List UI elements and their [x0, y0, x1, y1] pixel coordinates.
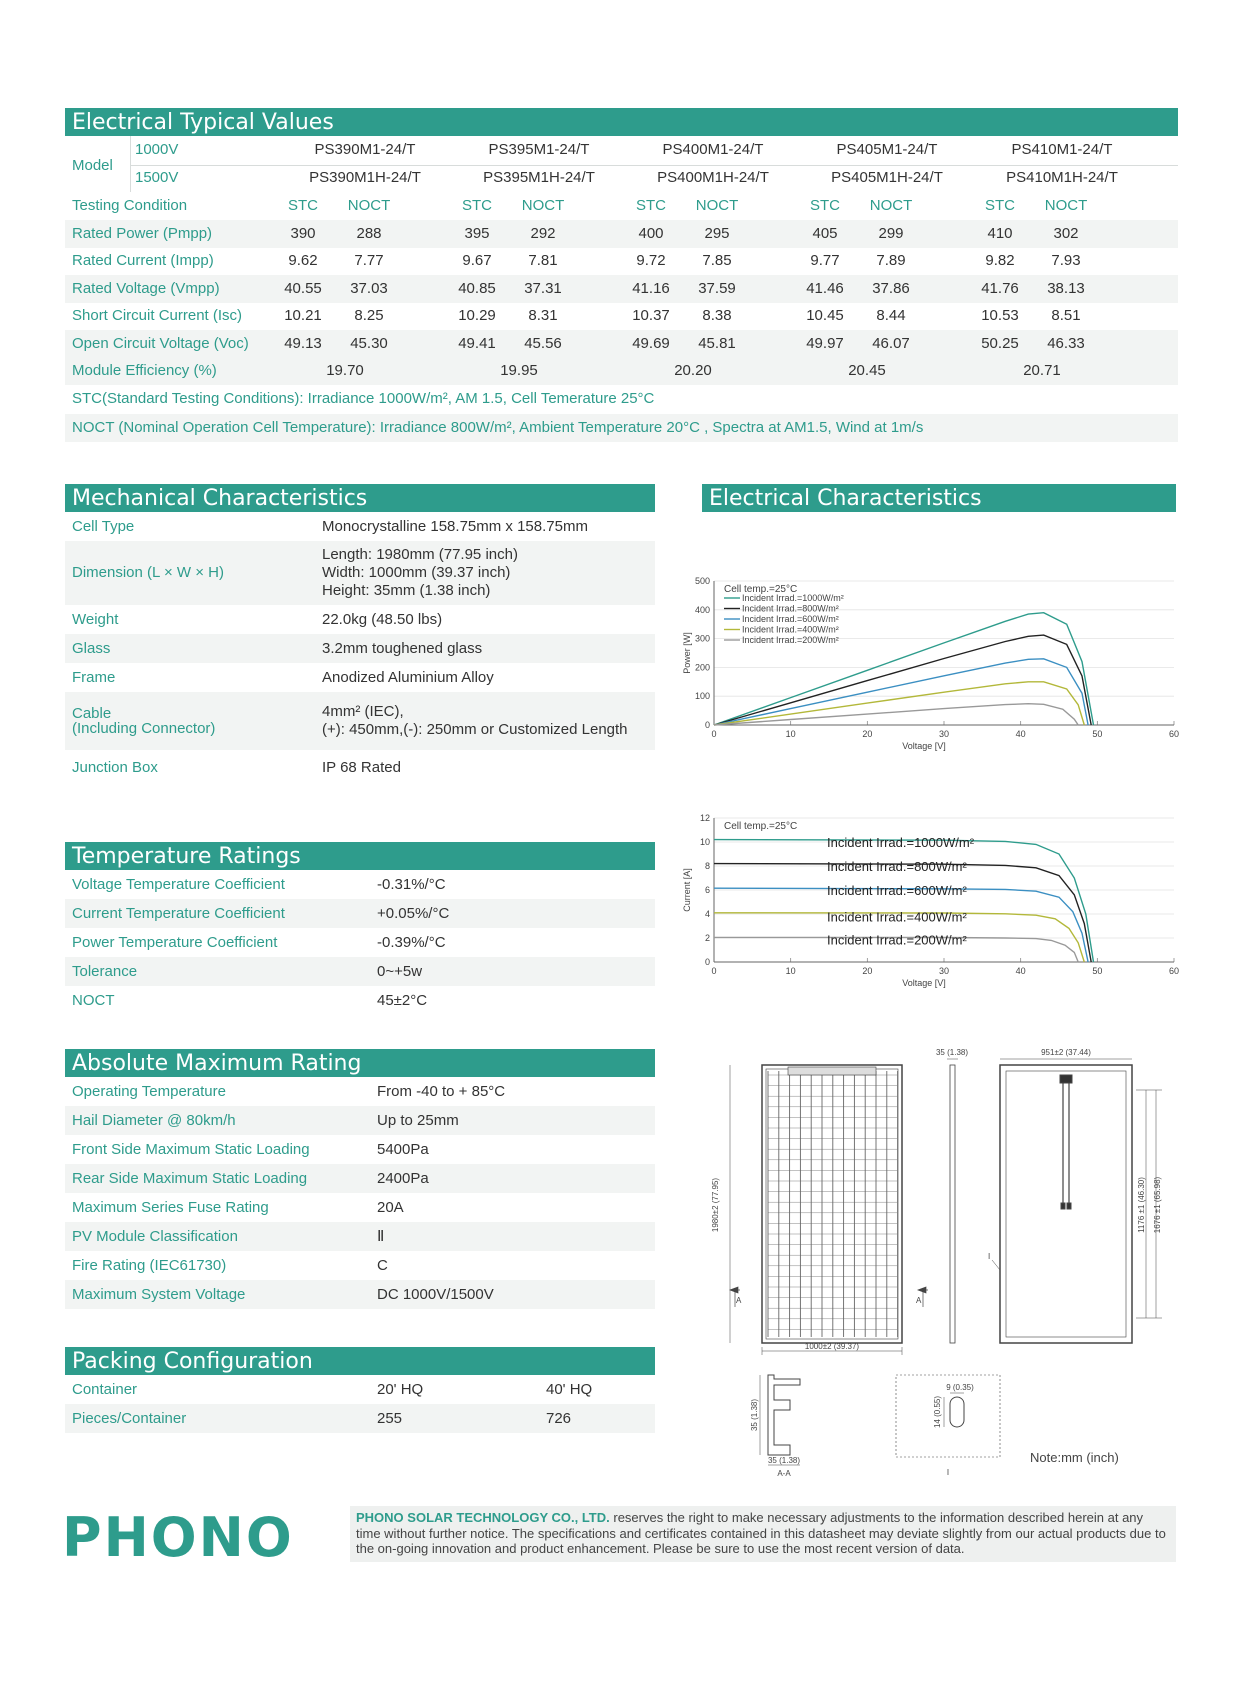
y-tick-label: 6: [704, 885, 710, 895]
absolute-row: [65, 1280, 655, 1309]
temperature-row-value: -0.31%/°C: [377, 875, 446, 893]
x-tick-label: 30: [938, 966, 950, 976]
etv-row-label: Rated Current (Impp): [72, 252, 214, 269]
etv-cell: 45.56: [524, 334, 562, 352]
cell-temp-annotation: Cell temp.=25°C: [724, 584, 798, 595]
etv-cell: 9.62: [288, 252, 318, 269]
packing-title: Packing Configuration: [65, 1347, 655, 1375]
absolute-row-value: Up to 25mm: [377, 1111, 459, 1129]
etv-cell: 410: [987, 224, 1013, 242]
series-line: [714, 659, 1088, 725]
etv-cell: 10.21: [284, 307, 322, 324]
etv-cell: 400: [638, 224, 664, 242]
mechanical-row-label: [72, 706, 215, 736]
absolute-row: [65, 1222, 655, 1251]
company-name: PHONO SOLAR TECHNOLOGY CO., LTD.: [356, 1510, 610, 1525]
legend-entry: Incident Irrad.=200W/m²: [827, 932, 967, 948]
etv-cell: 299: [878, 224, 904, 242]
absolute-row-value: 2400Pa: [377, 1169, 429, 1187]
y-tick-label: 0: [704, 720, 710, 730]
etv-cell: NOCT: [347, 197, 391, 214]
temperature-row-label: Power Temperature Coefficient: [72, 933, 278, 951]
etv-cell: 10.53: [981, 307, 1019, 324]
series-line: [714, 704, 1078, 725]
packing-row-value: 20' HQ: [377, 1380, 424, 1398]
detail-label-back: I: [988, 1252, 991, 1261]
etv-cell: 390: [290, 224, 316, 242]
mechanical-row-label: Frame: [72, 668, 116, 686]
y-axis-label: Power [W]: [682, 632, 692, 674]
etv-cell: STC: [288, 197, 318, 214]
etv-cell: 49.13: [284, 334, 322, 352]
mechanical-row: [65, 750, 655, 785]
etv-cell: 49.97: [806, 334, 844, 352]
mechanical-row: [65, 634, 655, 663]
etv-cell: NOCT: [695, 197, 739, 214]
mechanical-row-label: Dimension (L × W × H): [72, 564, 224, 581]
y-tick-label: 4: [704, 909, 710, 919]
series-line: [714, 888, 1088, 962]
y-tick-label: 300: [694, 633, 710, 644]
mechanical-table: [65, 512, 655, 776]
noct-note: NOCT (Nominal Operation Cell Temperature): Irradiance 800W/m², Ambient Temperature 20°C , Spectra at AM1.5, Wind at 1m/s: [72, 418, 924, 436]
packing-row-value: 726: [546, 1409, 572, 1427]
y-tick-label: 10: [699, 837, 710, 847]
efficiency-value: 19.95: [500, 362, 538, 379]
x-tick-label: 10: [785, 729, 796, 739]
etv-cell: 295: [704, 224, 730, 242]
etv-cell: 7.77: [354, 252, 384, 269]
etv-row-label: Rated Voltage (Vmpp): [72, 279, 220, 297]
mechanical-row-value: IP 68 Rated: [322, 758, 401, 776]
a-label-right: A: [916, 1296, 922, 1305]
mechanical-row: [65, 512, 655, 541]
etv-cell: 8.44: [876, 307, 906, 324]
etv-cell: 9.77: [810, 252, 840, 269]
dim-mount2-label: 1676 ±1 (65.98): [1153, 1176, 1162, 1234]
absolute-table: [65, 1077, 655, 1309]
cell-temp-annotation: Cell temp.=25°C: [724, 821, 798, 832]
model-1500: PS390M1H-24/T: [309, 169, 421, 186]
mechanical-row-value: [322, 703, 628, 739]
absolute-row-value: DC 1000V/1500V: [377, 1285, 494, 1303]
model-1000: PS405M1-24/T: [836, 141, 938, 158]
mechanical-row: [65, 605, 655, 634]
packing-row-value: 40' HQ: [546, 1380, 593, 1398]
front-view: [730, 1065, 928, 1355]
mechanical-row-label: Glass: [72, 639, 111, 657]
hole-w-label: 9 (0.35): [946, 1383, 974, 1392]
section-view: [760, 1375, 800, 1465]
mechanical-row-label: Junction Box: [72, 758, 158, 776]
absolute-row-label: Hail Diameter @ 80km/h: [72, 1111, 236, 1129]
etv-cell: 7.81: [528, 252, 558, 269]
mechanical-row-value: 3.2mm toughened glass: [322, 639, 483, 657]
dim-mount-label: 1176 ±1 (46.30): [1137, 1177, 1146, 1233]
current-voltage-chart: [680, 812, 1190, 997]
etv-cell: 10.37: [632, 307, 670, 324]
etv-cell: 41.16: [632, 279, 670, 297]
legend-entry: Incident Irrad.=600W/m²: [827, 883, 967, 899]
temperature-title: Temperature Ratings: [65, 842, 655, 870]
model-1500: PS410M1H-24/T: [1006, 169, 1118, 186]
etv-row: [65, 275, 1178, 303]
etv-cell: 9.67: [462, 252, 492, 269]
v1000-label: 1000V: [135, 141, 179, 158]
etv-cell: 9.82: [985, 252, 1015, 269]
x-tick-label: 20: [862, 966, 873, 976]
logo-text: PHONO: [62, 1506, 294, 1566]
etv-cell: STC: [462, 197, 492, 214]
etv-cell: 8.51: [1051, 307, 1081, 324]
etv-cell: 40.85: [458, 279, 496, 297]
etv-cell: 46.07: [872, 334, 910, 352]
etv-cell: NOCT: [869, 197, 913, 214]
temperature-row: [65, 870, 655, 899]
model-1000: PS395M1-24/T: [488, 141, 590, 158]
etv-cell: 45.30: [350, 334, 388, 352]
dim-width-label: 1000±2 (39.37): [804, 1342, 860, 1351]
etv-row-label: Testing Condition: [72, 197, 188, 214]
absolute-title: Absolute Maximum Rating: [65, 1049, 655, 1077]
temperature-row-value: -0.39%/°C: [377, 933, 446, 951]
absolute-row: [65, 1106, 655, 1135]
absolute-row: [65, 1251, 655, 1280]
x-tick-label: 50: [1092, 729, 1103, 739]
temperature-row-value: 0~+5w: [377, 962, 423, 980]
etv-row-label: Open Circuit Voltage (Voc): [72, 334, 249, 352]
hole-h-label: 14 (0.55): [933, 1395, 942, 1429]
value-line: 4mm² (IEC),: [322, 703, 404, 720]
etv-cell: 292: [530, 224, 556, 242]
efficiency-value: 20.71: [1023, 362, 1061, 379]
absolute-row-value: C: [377, 1256, 388, 1274]
absolute-row: [65, 1135, 655, 1164]
x-tick-label: 50: [1092, 966, 1103, 976]
temperature-row-label: Tolerance: [72, 962, 138, 980]
etv-cell: 288: [356, 224, 382, 242]
absolute-row-label: Fire Rating (IEC61730): [72, 1256, 227, 1274]
a-label-left: A: [736, 1296, 742, 1305]
electrical-chars-title: Electrical Characteristics: [702, 484, 1176, 512]
disclaimer-text: reserves the right to make necessary adjustments to the information described herein at any time without further notice. The specifications and certificates contained in this datasheet may deviate slightly from our actual products due to the on-going innovation and product enhancement. Please be sure to use the most recent version of data.: [356, 1510, 1166, 1556]
etv-cell: 9.72: [636, 252, 666, 269]
etv-cell: NOCT: [521, 197, 565, 214]
etv-cell: STC: [636, 197, 666, 214]
noct-note-row: [65, 414, 1178, 442]
mechanical-row-label: Weight: [72, 610, 119, 628]
x-tick-label: 40: [1015, 966, 1026, 976]
absolute-row: [65, 1193, 655, 1222]
mechanical-row: [65, 663, 655, 692]
x-tick-label: 0: [711, 966, 717, 976]
model-1500: PS395M1H-24/T: [483, 169, 595, 186]
mechanical-row: [65, 541, 655, 605]
etv-cell: 8.38: [702, 307, 732, 324]
absolute-row-value: From -40 to + 85°C: [377, 1082, 506, 1100]
etv-cell: 395: [464, 224, 490, 242]
label-line: Cable: [72, 705, 112, 722]
y-tick-label: 0: [704, 957, 710, 967]
power-voltage-chart: [680, 575, 1190, 760]
absolute-row-value: Ⅱ: [377, 1227, 385, 1245]
absolute-row-value: 5400Pa: [377, 1140, 429, 1158]
electrical-typical-table: [65, 136, 1178, 456]
stc-note-row: [65, 385, 1178, 413]
y-tick-label: 100: [694, 691, 710, 702]
etv-row: [65, 302, 1178, 330]
temperature-row-value: 45±2°C: [377, 991, 428, 1009]
absolute-row: [65, 1164, 655, 1193]
footer-disclaimer: [350, 1506, 1176, 1562]
legend-entry: Incident Irrad.=200W/m²: [742, 635, 839, 645]
mechanical-row-value: [322, 546, 518, 600]
module-drawing: [700, 1045, 1190, 1485]
etv-cell: 45.81: [698, 334, 736, 352]
legend-entry: Incident Irrad.=1000W/m²: [827, 835, 975, 851]
etv-cell: 7.85: [702, 252, 732, 269]
model-1500: PS405M1H-24/T: [831, 169, 943, 186]
label-line: (Including Connector): [72, 720, 216, 737]
dim-top-label: 951±2 (37.44): [1041, 1048, 1091, 1057]
etv-cell: NOCT: [1044, 197, 1088, 214]
section-w-label: 35 (1.38): [767, 1456, 801, 1465]
x-axis-label: Voltage [V]: [902, 978, 946, 988]
etv-cell: 49.69: [632, 334, 670, 352]
absolute-row-label: Rear Side Maximum Static Loading: [72, 1169, 308, 1187]
model-1000: PS390M1-24/T: [314, 141, 416, 158]
absolute-row-label: PV Module Classification: [72, 1227, 238, 1245]
x-axis-label: Voltage [V]: [902, 741, 946, 751]
temperature-row: [65, 957, 655, 986]
efficiency-value: 20.45: [848, 362, 886, 379]
packing-row-label: Container: [72, 1380, 138, 1398]
value-line: Length: 1980mm (77.95 inch): [322, 546, 518, 563]
etv-cell: 41.46: [806, 279, 844, 297]
electrical-typical-title: Electrical Typical Values: [65, 108, 1178, 136]
x-tick-label: 20: [862, 729, 873, 739]
absolute-row-label: Maximum System Voltage: [72, 1285, 246, 1303]
efficiency-label: Module Efficiency (%): [72, 362, 217, 379]
section-aa-label: A-A: [777, 1469, 791, 1478]
y-axis-label: Current [A]: [682, 868, 692, 912]
phono-logo: [62, 1506, 332, 1566]
etv-cell: 10.29: [458, 307, 496, 324]
etv-cell: 8.25: [354, 307, 384, 324]
absolute-row: [65, 1077, 655, 1106]
y-tick-label: 8: [704, 861, 710, 871]
packing-row-label: Pieces/Container: [72, 1409, 187, 1427]
mechanical-row: [65, 692, 655, 750]
y-tick-label: 200: [694, 662, 710, 673]
etv-cell: 37.86: [872, 279, 910, 297]
temperature-row-label: NOCT: [72, 991, 115, 1009]
packing-row-value: 255: [377, 1409, 403, 1427]
y-tick-label: 500: [694, 576, 710, 586]
x-tick-label: 60: [1168, 966, 1180, 976]
mechanical-title: Mechanical Characteristics: [65, 484, 655, 512]
legend-entry: Incident Irrad.=400W/m²: [742, 624, 839, 635]
packing-table: [65, 1375, 655, 1433]
etv-row: [65, 192, 1178, 220]
stc-note: STC(Standard Testing Conditions): Irradiance 1000W/m², AM 1.5, Cell Temerature 25°C: [72, 389, 655, 407]
etv-cell: STC: [810, 197, 840, 214]
x-tick-label: 60: [1168, 729, 1180, 739]
x-tick-label: 10: [785, 966, 796, 976]
etv-row-label: Rated Power (Pmpp): [72, 224, 213, 242]
efficiency-value: 20.20: [674, 362, 712, 379]
temperature-row-label: Current Temperature Coefficient: [72, 904, 285, 922]
temperature-row: [65, 899, 655, 928]
etv-row: [65, 330, 1178, 358]
etv-cell: 46.33: [1047, 334, 1085, 352]
value-line: Height: 35mm (1.38 inch): [322, 582, 491, 599]
temperature-row: [65, 928, 655, 957]
model-1000: PS410M1-24/T: [1011, 141, 1113, 158]
v1500-label: 1500V: [135, 169, 179, 186]
legend-entry: Incident Irrad.=600W/m²: [742, 614, 839, 624]
etv-cell: 302: [1053, 224, 1079, 242]
section-h-label: 35 (1.38): [750, 1398, 759, 1432]
temperature-row-value: +0.05%/°C: [377, 904, 450, 922]
mechanical-row-value: 22.0kg (48.50 lbs): [322, 610, 443, 628]
absolute-row-label: Maximum Series Fuse Rating: [72, 1198, 269, 1216]
absolute-row-label: Front Side Maximum Static Loading: [72, 1140, 310, 1158]
dim-frame-label: 35 (1.38): [935, 1048, 969, 1057]
dim-height-label: 1980±2 (77.95): [711, 1177, 720, 1233]
etv-cell: 7.89: [876, 252, 906, 269]
etv-cell: STC: [985, 197, 1015, 214]
y-tick-label: 12: [699, 813, 710, 823]
side-view: [947, 1059, 958, 1343]
etv-cell: 37.31: [524, 279, 562, 297]
model-label: Model: [72, 157, 113, 174]
legend-entry: Incident Irrad.=800W/m²: [827, 859, 967, 875]
etv-cell: 41.76: [981, 279, 1019, 297]
packing-row: [65, 1375, 655, 1404]
etv-cell: 37.59: [698, 279, 736, 297]
etv-cell: 7.93: [1051, 252, 1081, 269]
etv-row-label: Short Circuit Current (Isc): [72, 307, 243, 324]
value-line: Width: 1000mm (39.37 inch): [322, 564, 511, 581]
efficiency-value: 19.70: [326, 362, 364, 379]
value-line: (+): 450mm,(-): 250mm or Customized Length: [322, 721, 628, 738]
model-1000: PS400M1-24/T: [662, 141, 764, 158]
temperature-row-label: Voltage Temperature Coefficient: [72, 875, 285, 893]
x-tick-label: 30: [938, 729, 950, 739]
legend-entry: Incident Irrad.=1000W/m²: [742, 593, 844, 603]
efficiency-row: [65, 357, 1178, 385]
drawing-note: Note:mm (inch): [1030, 1450, 1119, 1465]
packing-row: [65, 1404, 655, 1433]
etv-cell: 40.55: [284, 279, 322, 297]
x-tick-label: 0: [711, 729, 717, 739]
etv-cell: 49.41: [458, 334, 496, 352]
detail-label: I: [946, 1468, 950, 1477]
mechanical-row-value: Monocrystalline 158.75mm x 158.75mm: [322, 517, 588, 535]
temperature-row: [65, 986, 655, 1015]
temperature-table: [65, 870, 655, 1015]
etv-cell: 50.25: [981, 334, 1019, 352]
absolute-row-value: 20A: [377, 1198, 404, 1216]
etv-row: [65, 220, 1178, 248]
y-tick-label: 2: [704, 933, 710, 943]
etv-cell: 10.45: [806, 307, 844, 324]
y-tick-label: 400: [694, 604, 710, 615]
mechanical-row-label: Cell Type: [72, 517, 135, 535]
etv-cell: 37.03: [350, 279, 388, 297]
etv-cell: 38.13: [1047, 279, 1085, 297]
mechanical-row-value: Anodized Aluminium Alloy: [322, 668, 494, 686]
legend-entry: Incident Irrad.=400W/m²: [827, 909, 967, 925]
model-1500: PS400M1H-24/T: [657, 169, 769, 186]
legend-entry: Incident Irrad.=800W/m²: [742, 603, 839, 614]
absolute-row-label: Operating Temperature: [72, 1082, 226, 1100]
etv-row: [65, 247, 1178, 275]
etv-cell: 8.31: [528, 307, 558, 324]
x-tick-label: 40: [1015, 729, 1026, 739]
etv-cell: 405: [812, 224, 838, 242]
